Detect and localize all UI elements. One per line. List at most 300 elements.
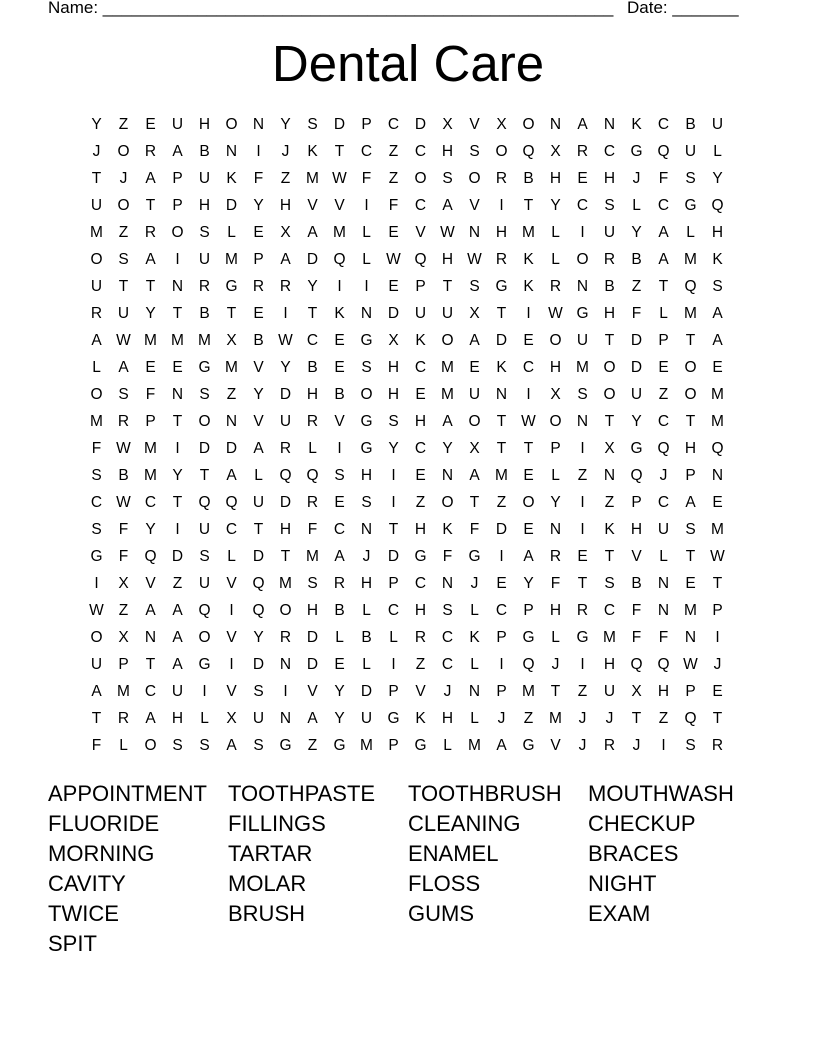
grid-cell: M xyxy=(144,440,157,457)
grid-cell: F xyxy=(91,737,102,754)
grid-cell: U xyxy=(198,251,211,268)
grid-cell: N xyxy=(225,143,238,160)
grid-cell: P xyxy=(523,602,534,619)
grid-cell: I xyxy=(526,386,531,403)
grid-cell: N xyxy=(684,629,697,646)
grid-cell: E xyxy=(145,359,156,376)
grid-cell: I xyxy=(580,224,585,241)
grid-cell: A xyxy=(145,170,156,187)
grid-cell: O xyxy=(441,332,454,349)
grid-row xyxy=(83,384,731,411)
grid-cell: C xyxy=(441,629,454,646)
grid-cell: O xyxy=(441,494,454,511)
grid-cell: N xyxy=(549,116,562,133)
grid-cell: Y xyxy=(550,197,561,214)
grid-cell: T xyxy=(91,170,102,187)
grid-row xyxy=(83,438,731,465)
grid-cell: M xyxy=(522,683,535,700)
grid-cell: T xyxy=(604,548,615,565)
grid-cell: H xyxy=(279,521,292,538)
grid-cell: Z xyxy=(118,116,129,133)
grid-cell: O xyxy=(549,413,562,430)
word-list-item: BRUSH xyxy=(228,901,306,926)
word-list-item: FLUORIDE xyxy=(48,811,160,836)
grid-cell: S xyxy=(307,116,318,133)
grid-cell: R xyxy=(279,278,292,295)
grid-cell: A xyxy=(523,548,534,565)
grid-cell: O xyxy=(549,332,562,349)
grid-cell: S xyxy=(577,386,588,403)
grid-cell: K xyxy=(496,359,507,376)
grid-cell: H xyxy=(360,467,373,484)
grid-cell: C xyxy=(306,332,319,349)
grid-cell: M xyxy=(468,737,481,754)
grid-cell: I xyxy=(283,683,288,700)
grid-cell: E xyxy=(145,116,156,133)
grid-cell: L xyxy=(200,710,209,727)
grid-cell: U xyxy=(90,656,103,673)
grid-cell: G xyxy=(225,278,238,295)
grid-cell: Z xyxy=(658,710,669,727)
grid-cell: B xyxy=(199,305,210,322)
grid-cell: L xyxy=(227,224,236,241)
grid-cell: Z xyxy=(523,710,534,727)
grid-cell: T xyxy=(577,575,588,592)
grid-cell: S xyxy=(118,386,129,403)
grid-cell: O xyxy=(468,170,481,187)
grid-cell: M xyxy=(684,602,697,619)
grid-cell: Y xyxy=(388,440,399,457)
grid-cell: N xyxy=(441,467,454,484)
grid-cell: Y xyxy=(91,116,102,133)
grid-cell: Z xyxy=(280,170,291,187)
grid-cell: D xyxy=(333,116,346,133)
grid-cell: T xyxy=(280,548,291,565)
grid-row xyxy=(83,627,731,654)
grid-cell: I xyxy=(526,305,531,322)
grid-cell: S xyxy=(253,737,264,754)
grid-cell: A xyxy=(172,602,183,619)
grid-cell: M xyxy=(306,548,319,565)
grid-cell: I xyxy=(391,467,396,484)
grid-cell: J xyxy=(470,575,479,592)
grid-cell: X xyxy=(469,440,480,457)
grid-cell: E xyxy=(523,467,534,484)
grid-cell: U xyxy=(576,332,589,349)
grid-cell: L xyxy=(551,251,560,268)
grid-cell: V xyxy=(145,575,156,592)
grid-cell: Y xyxy=(253,197,264,214)
grid-cell: C xyxy=(495,602,508,619)
grid-cell: R xyxy=(603,737,616,754)
grid-cell: R xyxy=(495,170,508,187)
grid-cell: E xyxy=(685,575,696,592)
grid-row xyxy=(83,168,731,195)
grid-cell: T xyxy=(685,332,696,349)
grid-cell: M xyxy=(90,224,103,241)
grid-cell: U xyxy=(198,170,211,187)
grid-cell: S xyxy=(361,359,372,376)
grid-cell: E xyxy=(253,305,264,322)
word-list-item: APPOINTMENT xyxy=(48,781,207,806)
grid-row xyxy=(83,357,731,384)
grid-cell: A xyxy=(118,359,129,376)
grid-cell: A xyxy=(469,332,480,349)
grid-cell: K xyxy=(712,251,723,268)
grid-row xyxy=(83,681,731,708)
grid-cell: S xyxy=(199,386,210,403)
grid-cell: C xyxy=(657,197,670,214)
grid-cell: V xyxy=(415,224,426,241)
grid-cell: I xyxy=(94,575,99,592)
grid-cell: L xyxy=(362,656,371,673)
grid-cell: Q xyxy=(657,143,670,160)
grid-cell: Z xyxy=(307,737,318,754)
grid-cell: L xyxy=(362,602,371,619)
grid-cell: R xyxy=(144,224,157,241)
grid-cell: D xyxy=(414,116,427,133)
grid-row xyxy=(83,330,731,357)
grid-cell: P xyxy=(388,683,399,700)
grid-cell: C xyxy=(225,521,238,538)
letter-grid xyxy=(83,114,731,762)
grid-cell: Z xyxy=(388,143,399,160)
grid-cell: G xyxy=(198,656,211,673)
grid-cell: M xyxy=(117,683,130,700)
grid-cell: G xyxy=(198,359,211,376)
grid-cell: W xyxy=(89,602,104,619)
grid-cell: I xyxy=(175,521,180,538)
grid-cell: Q xyxy=(252,602,265,619)
grid-cell: C xyxy=(360,143,373,160)
grid-cell: M xyxy=(711,413,724,430)
grid-cell: Q xyxy=(414,251,427,268)
grid-cell: U xyxy=(711,116,724,133)
grid-cell: T xyxy=(712,710,723,727)
grid-cell: H xyxy=(630,521,643,538)
grid-cell: P xyxy=(388,575,399,592)
grid-cell: Q xyxy=(252,575,265,592)
grid-cell: I xyxy=(364,197,369,214)
grid-cell: G xyxy=(495,278,508,295)
grid-cell: O xyxy=(171,224,184,241)
grid-cell: E xyxy=(388,278,399,295)
grid-cell: L xyxy=(92,359,101,376)
grid-cell: Z xyxy=(577,467,588,484)
grid-cell: Z xyxy=(172,575,183,592)
grid-cell: T xyxy=(442,278,453,295)
grid-cell: C xyxy=(657,494,670,511)
grid-cell: D xyxy=(387,305,400,322)
grid-cell: N xyxy=(657,575,670,592)
page-title: Dental Care xyxy=(271,35,545,92)
word-list-item: FLOSS xyxy=(408,871,481,896)
grid-cell: V xyxy=(550,737,561,754)
grid-cell: G xyxy=(414,548,427,565)
grid-cell: O xyxy=(198,629,211,646)
grid-cell: D xyxy=(630,332,643,349)
grid-cell: H xyxy=(306,386,319,403)
grid-cell: Q xyxy=(279,467,292,484)
grid-cell: V xyxy=(469,116,480,133)
grid-cell: O xyxy=(198,413,211,430)
grid-cell: B xyxy=(631,575,642,592)
grid-cell: W xyxy=(116,440,131,457)
grid-cell: D xyxy=(630,359,643,376)
grid-cell: Y xyxy=(145,521,156,538)
grid-cell: G xyxy=(360,413,373,430)
grid-cell: I xyxy=(580,656,585,673)
grid-cell: I xyxy=(715,629,720,646)
grid-cell: K xyxy=(415,332,426,349)
grid-cell: P xyxy=(658,332,669,349)
grid-cell: E xyxy=(334,359,345,376)
grid-cell: J xyxy=(497,710,506,727)
grid-cell: M xyxy=(441,386,454,403)
grid-cell: T xyxy=(496,413,507,430)
grid-cell: I xyxy=(391,656,396,673)
grid-cell: D xyxy=(198,440,211,457)
grid-cell: O xyxy=(279,602,292,619)
grid-cell: P xyxy=(685,467,696,484)
word-list xyxy=(48,780,768,960)
grid-cell: E xyxy=(388,224,399,241)
grid-cell: H xyxy=(306,602,319,619)
grid-cell: I xyxy=(229,656,234,673)
grid-cell: P xyxy=(118,656,129,673)
grid-cell: U xyxy=(441,305,454,322)
grid-cell: O xyxy=(522,494,535,511)
grid-cell: H xyxy=(360,575,373,592)
grid-cell: A xyxy=(226,467,237,484)
grid-cell: M xyxy=(576,359,589,376)
grid-cell: S xyxy=(388,413,399,430)
grid-cell: N xyxy=(144,629,157,646)
grid-cell: C xyxy=(144,494,157,511)
grid-cell: L xyxy=(254,467,263,484)
grid-cell: U xyxy=(171,683,184,700)
grid-cell: E xyxy=(496,575,507,592)
grid-cell: U xyxy=(279,413,292,430)
grid-cell: J xyxy=(605,710,614,727)
grid-cell: F xyxy=(307,521,318,538)
grid-cell: E xyxy=(469,359,480,376)
grid-cell: C xyxy=(414,575,427,592)
grid-cell: O xyxy=(495,143,508,160)
grid-cell: J xyxy=(659,467,668,484)
grid-cell: I xyxy=(499,656,504,673)
grid-cell: S xyxy=(172,737,183,754)
grid-cell: L xyxy=(551,467,560,484)
grid-cell: I xyxy=(499,197,504,214)
grid-cell: Q xyxy=(333,251,346,268)
grid-cell: S xyxy=(199,548,210,565)
grid-cell: N xyxy=(468,683,481,700)
grid-cell: S xyxy=(685,170,696,187)
grid-cell: X xyxy=(496,116,507,133)
grid-cell: Z xyxy=(604,494,615,511)
grid-cell: A xyxy=(145,602,156,619)
grid-cell: J xyxy=(443,683,452,700)
grid-cell: M xyxy=(603,629,616,646)
grid-cell: N xyxy=(225,413,238,430)
grid-cell: F xyxy=(118,521,129,538)
grid-cell: T xyxy=(199,467,210,484)
grid-cell: F xyxy=(361,170,372,187)
grid-cell: C xyxy=(576,197,589,214)
grid-cell: D xyxy=(252,548,265,565)
grid-cell: M xyxy=(333,224,346,241)
grid-cell: U xyxy=(252,710,265,727)
grid-cell: G xyxy=(522,737,535,754)
grid-cell: C xyxy=(603,143,616,160)
grid-cell: U xyxy=(171,116,184,133)
grid-cell: Q xyxy=(522,656,535,673)
grid-cell: K xyxy=(226,170,237,187)
grid-cell: T xyxy=(496,305,507,322)
grid-cell: J xyxy=(551,656,560,673)
grid-cell: N xyxy=(279,656,292,673)
grid-cell: J xyxy=(632,737,641,754)
grid-cell: Y xyxy=(280,359,291,376)
grid-cell: B xyxy=(199,143,210,160)
grid-cell: H xyxy=(441,143,454,160)
grid-cell: H xyxy=(711,224,724,241)
word-list-item: MOLAR xyxy=(228,871,307,896)
grid-cell: Q xyxy=(711,197,724,214)
grid-cell: T xyxy=(226,305,237,322)
grid-cell: S xyxy=(442,170,453,187)
grid-cell: I xyxy=(580,521,585,538)
grid-cell: D xyxy=(279,386,292,403)
grid-cell: I xyxy=(256,143,261,160)
grid-cell: N xyxy=(576,278,589,295)
grid-cell: O xyxy=(90,251,103,268)
grid-cell: X xyxy=(280,224,291,241)
grid-cell: Y xyxy=(307,278,318,295)
grid-cell: L xyxy=(362,224,371,241)
grid-cell: F xyxy=(145,386,156,403)
grid-cell: A xyxy=(307,224,318,241)
grid-cell: Y xyxy=(172,467,183,484)
grid-cell: C xyxy=(522,359,535,376)
word-list-item: FILLINGS xyxy=(228,811,326,836)
date-field-label: Date: _______ xyxy=(627,0,739,17)
grid-cell: P xyxy=(415,278,426,295)
grid-cell: S xyxy=(199,737,210,754)
grid-cell: R xyxy=(495,251,508,268)
grid-cell: O xyxy=(414,170,427,187)
grid-cell: I xyxy=(229,602,234,619)
grid-cell: Z xyxy=(388,170,399,187)
grid-cell: X xyxy=(550,386,561,403)
grid-row xyxy=(83,546,731,573)
word-list-item: GUMS xyxy=(408,901,474,926)
grid-cell: R xyxy=(117,710,130,727)
grid-cell: C xyxy=(414,359,427,376)
grid-cell: S xyxy=(469,278,480,295)
grid-cell: I xyxy=(175,440,180,457)
grid-cell: P xyxy=(496,683,507,700)
grid-cell: Q xyxy=(522,143,535,160)
grid-cell: S xyxy=(469,143,480,160)
grid-cell: Y xyxy=(523,575,534,592)
grid-cell: T xyxy=(631,710,642,727)
grid-cell: T xyxy=(118,278,129,295)
grid-cell: Q xyxy=(144,548,157,565)
grid-cell: O xyxy=(684,359,697,376)
grid-cell: I xyxy=(283,305,288,322)
grid-cell: M xyxy=(306,170,319,187)
word-list-item: TWICE xyxy=(48,901,119,926)
grid-cell: L xyxy=(659,548,668,565)
grid-cell: V xyxy=(469,197,480,214)
grid-cell: S xyxy=(361,494,372,511)
grid-cell: Z xyxy=(658,386,669,403)
grid-cell: N xyxy=(171,278,184,295)
grid-cell: P xyxy=(361,116,372,133)
grid-cell: N xyxy=(279,710,292,727)
grid-cell: R xyxy=(144,143,157,160)
grid-cell: S xyxy=(604,197,615,214)
grid-cell: V xyxy=(253,413,264,430)
grid-cell: H xyxy=(414,602,427,619)
grid-cell: A xyxy=(712,305,723,322)
grid-cell: W xyxy=(710,548,725,565)
grid-cell: S xyxy=(442,602,453,619)
word-list-item: EXAM xyxy=(588,901,651,926)
word-list-item: NIGHT xyxy=(588,871,657,896)
grid-cell: U xyxy=(603,683,616,700)
grid-cell: P xyxy=(388,737,399,754)
grid-cell: Z xyxy=(118,224,129,241)
grid-row xyxy=(83,141,731,168)
grid-cell: V xyxy=(253,359,264,376)
grid-cell: C xyxy=(387,602,400,619)
grid-cell: R xyxy=(279,629,292,646)
grid-cell: Y xyxy=(253,386,264,403)
grid-cell: L xyxy=(335,629,344,646)
grid-cell: D xyxy=(360,683,373,700)
grid-cell: D xyxy=(387,548,400,565)
grid-cell: D xyxy=(306,251,319,268)
grid-cell: Q xyxy=(198,494,211,511)
grid-cell: G xyxy=(360,440,373,457)
grid-cell: A xyxy=(253,440,264,457)
grid-cell: O xyxy=(144,737,157,754)
grid-cell: S xyxy=(685,737,696,754)
grid-cell: F xyxy=(253,170,264,187)
grid-cell: F xyxy=(631,305,642,322)
grid-cell: O xyxy=(90,629,103,646)
grid-cell: E xyxy=(658,359,669,376)
grid-cell: R xyxy=(90,305,103,322)
grid-cell: C xyxy=(657,116,670,133)
grid-cell: B xyxy=(631,251,642,268)
grid-cell: T xyxy=(145,197,156,214)
grid-cell: T xyxy=(145,656,156,673)
grid-cell: N xyxy=(441,575,454,592)
grid-cell: F xyxy=(91,440,102,457)
grid-row xyxy=(83,573,731,600)
grid-cell: A xyxy=(172,656,183,673)
grid-cell: Z xyxy=(226,386,237,403)
grid-cell: K xyxy=(307,143,318,160)
grid-cell: Z xyxy=(631,278,642,295)
grid-cell: J xyxy=(92,143,101,160)
grid-cell: E xyxy=(577,170,588,187)
grid-cell: D xyxy=(252,656,265,673)
